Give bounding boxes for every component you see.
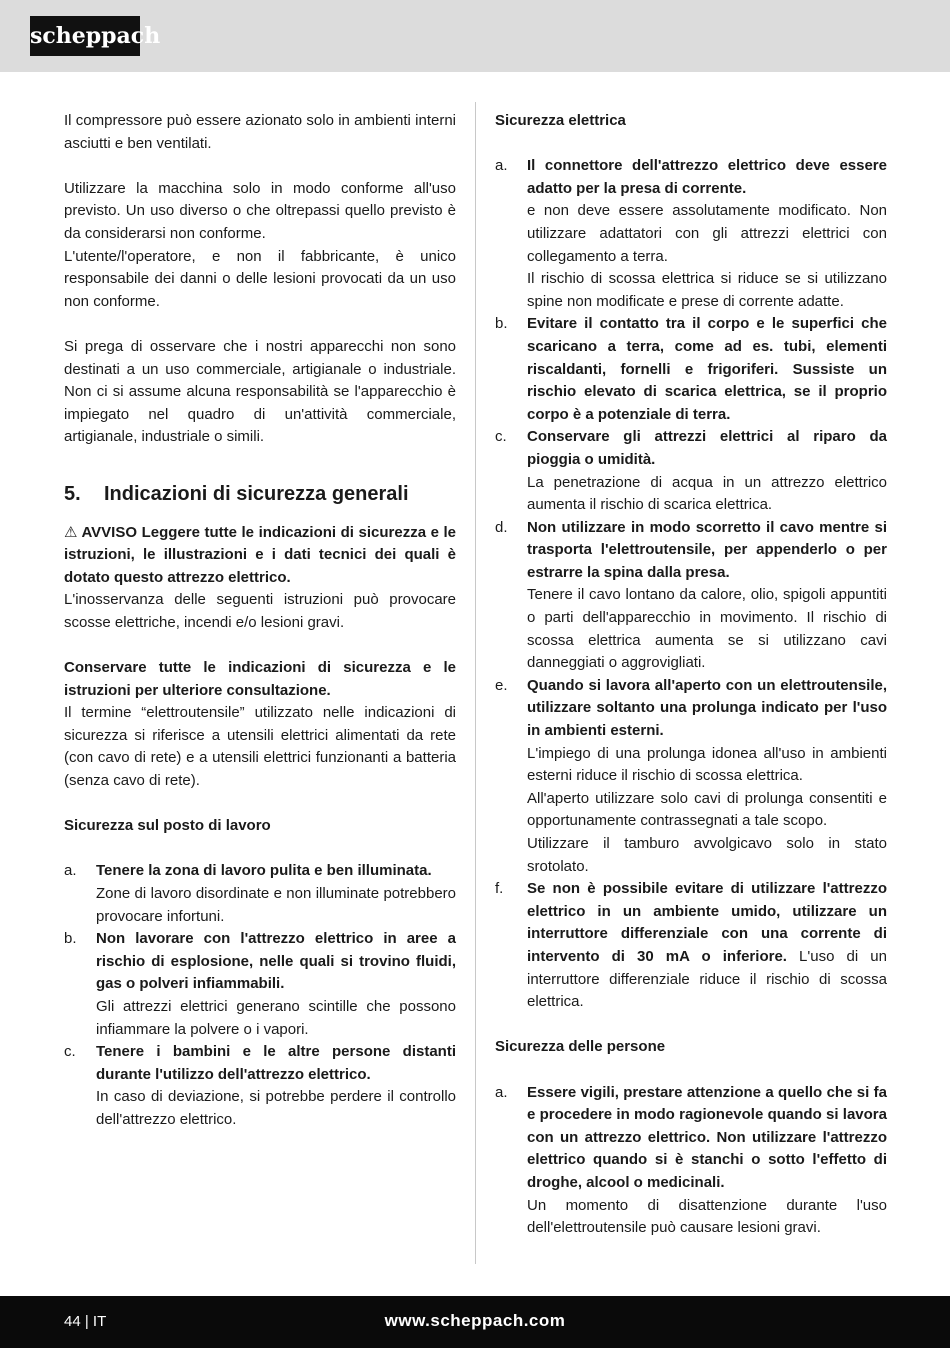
list-item — [495, 426, 887, 516]
item-text-3: Utilizzare il tamburo avvolgicavo solo in stato srotolato. — [527, 835, 887, 875]
item-letter: c. — [495, 428, 507, 446]
scheppach-logo: scheppach — [30, 16, 140, 56]
item-letter: d. — [495, 518, 508, 536]
item-text: Un momento di disattenzione durante l'uso dell'elettroutensile può causare lesioni gravi. — [527, 1196, 887, 1237]
item-letter: e. — [495, 676, 508, 694]
item-mixed — [527, 878, 887, 1014]
item-text: L'impiego di una prolunga idonea all'uso in ambienti esterni riduce il rischio di scossa elettrica. — [527, 744, 887, 785]
item-text: La penetrazione di acqua in un attrezzo elettrico aumenta il rischio di scarica elettrica. — [527, 473, 887, 514]
item-text-2: Il rischio di scossa elettrica si riduce se si utilizzano spine non modificate e prese di corrente adatte. — [527, 270, 887, 310]
personal-safety-title: Sicurezza delle persone — [495, 1038, 666, 1056]
warning-icon: ⚠ — [64, 523, 78, 541]
page-header — [0, 0, 950, 72]
item-bold: Tenere i bambini e le altre persone distanti durante l'utilizzo dell'attrezzo elettrico. — [96, 1043, 456, 1083]
page-number: 44 | IT — [64, 1313, 107, 1330]
item-letter: a. — [495, 157, 508, 175]
workplace-safety-title: Sicurezza sul posto di lavoro — [64, 817, 271, 835]
keep-instructions-bold: Conservare tutte le indicazioni di sicurezza e le istruzioni per ulteriore consultazione. — [64, 659, 456, 699]
item-text: Zone di lavoro disordinate e non illuminate potrebbero provocare infortuni. — [96, 885, 456, 925]
warning-consequence: L'inosservanza delle seguenti istruzioni può provocare scosse elettriche, incendi e/o lesioni gravi. — [64, 591, 456, 631]
paragraph-responsibility: L'utente/l'operatore, e non il fabbricante, è unico responsabile dei danni o delle lesioni provocati da un uso non conforme. — [64, 247, 456, 310]
item-text: In caso di deviazione, si potrebbe perdere il controllo dell'attrezzo elettrico. — [96, 1088, 456, 1128]
column-divider — [475, 102, 476, 1264]
item-letter: b. — [495, 315, 508, 333]
list-item — [495, 313, 887, 426]
item-bold: Quando si lavora all'aperto con un elettroutensile, utilizzare soltanto una prolunga indicato per l'uso in ambienti esterni. — [527, 676, 887, 740]
item-letter: b. — [64, 930, 77, 948]
item-bold: Essere vigili, prestare attenzione a quello che si fa e procedere in modo ragionevole quando si lavora con un attrezzo elettrico. Non utilizzare l'attrezzo elettrico quando si è stanchi o sotto l'effetto di droghe, alcool o medicinali. — [527, 1083, 887, 1191]
item-bold: Tenere la zona di lavoro pulita e ben illuminata. — [96, 862, 432, 880]
right-column — [495, 110, 887, 1240]
list-item — [495, 155, 887, 313]
list-item — [64, 1041, 456, 1131]
item-text: Tenere il cavo lontano da calore, olio, spigoli appuntiti o parti dell'apparecchio in movimento. Il rischio di scossa elettrica aumenta se si utilizzano cavi danneggiati o aggrovigliati. — [527, 586, 887, 672]
warning-bold-text: AVVISO Leggere tutte le indicazioni di sicurezza e le istruzioni, le illustrazioni e i dati tecnici dei quali è dotato questo attrezzo elettrico. — [64, 523, 456, 586]
item-text-2: All'aperto utilizzare solo cavi di prolunga consentiti e opportunamente contrassegnati a tale scopo. — [527, 789, 887, 830]
item-bold: Evitare il contatto tra il corpo e le superfici che scaricano a terra, come ad es. tubi, elementi riscaldanti, fornelli e frigoriferi. Sussiste un rischio elevato di scarica elettrica, se il proprio corpo è a potenziale di terra. — [527, 315, 887, 423]
paragraph-intended-use: Utilizzare la macchina solo in modo conforme all'uso previsto. Un uso diverso o che oltrepassi quello previsto è da considerarsi non conforme. — [64, 179, 456, 242]
section-title: Indicazioni di sicurezza generali — [104, 482, 409, 505]
list-item — [495, 517, 887, 675]
website-url: www.scheppach.com — [384, 1311, 566, 1330]
paragraph-use-environment: Il compressore può essere azionato solo in ambienti interni asciutti e ben ventilati. — [64, 112, 456, 152]
item-text: L'uso di un interruttore differenziale riduce il rischio di scossa elettrica. — [527, 947, 887, 1011]
item-bold: Conservare gli attrezzi elettrici al riparo da pioggia o umidità. — [527, 428, 887, 468]
section-heading — [64, 480, 456, 508]
item-bold: Se non è possibile evitare di utilizzare l'attrezzo elettrico in un ambiente umido, utilizzare un interruttore differenziale con una corrente di intervento di 30 mA o inferiore. — [527, 880, 887, 965]
paragraph-commercial-use: Si prega di osservare che i nostri apparecchi non sono destinati a un uso commerciale, artigianale o industriale. Non ci si assume alcuna responsabilità se l'apparecchio è impiegato nel quadro di un'attività commerciale, artigianale, industriale o simili. — [64, 337, 456, 446]
keep-instructions-text: Il termine “elettroutensile” utilizzato nelle indicazioni di sicurezza si riferisce a utensili elettrici alimentati da rete (con cavo di rete) e a utensili elettrici funzionanti a batteria (senza cavo di rete). — [64, 704, 456, 790]
electric-safety-title: Sicurezza elettrica — [495, 112, 626, 129]
item-letter: a. — [64, 862, 77, 880]
page-footer — [0, 1296, 950, 1348]
section-number: 5. — [64, 482, 81, 505]
item-bold: Il connettore dell'attrezzo elettrico deve essere adatto per la presa di corrente. — [527, 157, 887, 197]
item-text: e non deve essere assolutamente modificato. Non utilizzare adattatori con gli attrezzi elettrici con collegamento a terra. — [527, 202, 887, 265]
list-item — [495, 1082, 887, 1240]
item-bold: Non utilizzare in modo scorretto il cavo mentre si trasporta l'elettroutensile, per appenderlo o per estrarre la spina dalla presa. — [527, 518, 887, 581]
item-letter: c. — [64, 1043, 76, 1061]
list-item — [495, 878, 887, 1014]
item-letter: f. — [495, 880, 504, 898]
left-column — [64, 110, 456, 1132]
item-bold: Non lavorare con l'attrezzo elettrico in aree a rischio di esplosione, nelle quali si trovino fluidi, gas o polveri infiammabili. — [96, 930, 456, 993]
list-item — [64, 928, 456, 1041]
item-letter: a. — [495, 1083, 508, 1101]
item-text: Gli attrezzi elettrici generano scintille che possono infiammare la polvere o i vapori. — [96, 997, 456, 1038]
warning-block — [64, 522, 456, 590]
list-item — [64, 860, 456, 928]
list-item — [495, 675, 887, 878]
